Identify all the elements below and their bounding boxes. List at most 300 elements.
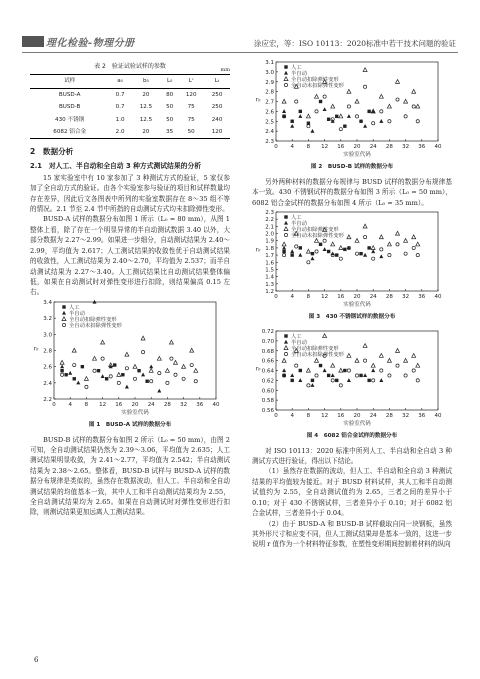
- data-point-manual: [291, 253, 294, 256]
- x-tick-label: 12: [321, 412, 329, 419]
- data-point-auto-undeducted: [284, 83, 287, 86]
- x-tick-label: 8: [84, 401, 89, 408]
- table-cell: 0.7: [115, 91, 125, 98]
- table-header-cell: b₀: [143, 78, 149, 85]
- data-point-auto-deducted: [282, 358, 286, 362]
- data-point-auto-deducted: [315, 239, 319, 243]
- data-point-semi-auto: [284, 71, 288, 75]
- data-point-auto-undeducted: [93, 369, 96, 372]
- table-cell: 35: [166, 129, 174, 136]
- data-point-auto-undeducted: [412, 246, 415, 249]
- legend-label: 半自动: [291, 71, 307, 77]
- data-point-auto-undeducted: [284, 352, 287, 355]
- data-point-auto-undeducted: [355, 252, 358, 255]
- table-cell: 75: [187, 116, 195, 123]
- x-tick-label: 36: [418, 294, 426, 301]
- legend-label: 半自动: [69, 310, 85, 317]
- data-point-manual: [311, 252, 314, 255]
- data-point-manual: [367, 246, 370, 249]
- y-tick-label: 0.68: [261, 348, 274, 355]
- data-point-manual: [319, 364, 322, 367]
- data-point-auto-deducted: [72, 348, 76, 352]
- data-point-auto-undeducted: [182, 377, 185, 380]
- data-point-auto-undeducted: [61, 373, 64, 376]
- data-point-auto-deducted: [412, 353, 416, 357]
- data-point-manual: [359, 120, 362, 123]
- data-point-semi-auto: [298, 114, 302, 118]
- y-tick-label: 1.3: [265, 281, 274, 288]
- data-point-auto-deducted: [62, 317, 66, 321]
- data-point-manual: [284, 334, 287, 337]
- data-point-auto-undeducted: [190, 363, 193, 366]
- data-point-semi-auto: [298, 253, 302, 257]
- data-point-auto-undeducted: [194, 379, 197, 382]
- data-point-auto-undeducted: [364, 359, 367, 362]
- data-point-manual: [299, 110, 302, 113]
- table-cell: 20: [142, 91, 150, 98]
- data-point-auto-undeducted: [396, 243, 399, 246]
- legend-label: 全自动未扣除弹性变形: [291, 83, 344, 89]
- x-tick-label: 4: [290, 294, 294, 301]
- table-cell: 2.0: [115, 129, 125, 136]
- data-point-semi-auto: [284, 221, 288, 225]
- data-point-auto-deducted: [339, 368, 343, 372]
- data-point-auto-deducted: [157, 356, 161, 360]
- data-point-auto-deducted: [306, 249, 310, 253]
- data-point-manual: [367, 110, 370, 113]
- table-row: [30, 126, 230, 139]
- data-point-auto-deducted: [347, 89, 351, 93]
- data-point-auto-deducted: [174, 360, 178, 364]
- data-point-auto-deducted: [133, 364, 137, 368]
- data-point-auto-deducted: [396, 80, 400, 84]
- data-point-semi-auto: [62, 311, 66, 315]
- data-point-auto-deducted: [363, 68, 367, 72]
- y-tick-label: 2.8: [265, 89, 274, 96]
- data-point-auto-undeducted: [117, 381, 120, 384]
- data-point-semi-auto: [347, 378, 351, 382]
- data-point-auto-undeducted: [364, 236, 367, 239]
- x-tick-label: 16: [115, 401, 123, 408]
- table-header-cell: 试样: [64, 78, 76, 85]
- x-tick-label: 16: [337, 294, 345, 301]
- y-tick-label: 2.9: [265, 79, 274, 86]
- data-point-auto-undeducted: [307, 125, 310, 128]
- x-tick-label: 40: [434, 294, 442, 301]
- data-point-auto-deducted: [387, 104, 391, 108]
- legend-label: 全自动扣除弹性变形: [69, 316, 117, 323]
- paragraph: （1）虽然存在数据的波动，但人工、半自动和全自动 3 种测试结果的平均值较为接近。对于 BUSD 材料试样，其人工和半自动测试值约为 2.55，全自动测试值约为 2.65，三者之间的差异小于 0.10；对于 430 不锈钢试样，三者差异小于 0.10；对于 6082 铝合金试样，三者差异小于 0.04。: [252, 467, 452, 518]
- x-tick-label: 36: [196, 401, 204, 408]
- data-point-auto-undeducted: [85, 385, 88, 388]
- y-tick-label: 2.8: [43, 348, 52, 355]
- legend-label: 全自动扣除弹性变形: [291, 227, 339, 234]
- data-point-semi-auto: [310, 257, 314, 261]
- data-point-auto-undeducted: [404, 252, 407, 255]
- x-tick-label: 24: [369, 412, 377, 419]
- figure-caption: 图 3 430 不锈钢试样的数据分布: [308, 314, 396, 321]
- data-point-auto-undeducted: [174, 373, 177, 376]
- data-point-auto-deducted: [284, 227, 288, 231]
- y-axis-label: r₀: [33, 345, 39, 353]
- table-header-cell: Lᶜ: [188, 78, 194, 85]
- y-tick-label: 2.3: [265, 139, 274, 145]
- legend-label: 人工: [291, 215, 302, 222]
- data-point-auto-deducted: [404, 358, 408, 362]
- x-tick-label: 0: [274, 144, 278, 150]
- x-tick-label: 24: [369, 144, 377, 150]
- y-tick-label: 2.7: [265, 99, 274, 106]
- data-point-auto-deducted: [363, 224, 367, 228]
- data-point-auto-deducted: [416, 363, 420, 367]
- data-point-auto-undeducted: [331, 379, 334, 382]
- data-point-semi-auto: [323, 107, 327, 111]
- figure-caption: 图 2 BUSD-B 试样的数据分布: [310, 164, 394, 171]
- data-point-auto-undeducted: [133, 377, 136, 380]
- figure-2: [252, 58, 452, 173]
- table-cell: BUSD-B: [58, 104, 81, 111]
- legend-label: 全自动未扣除弹性变形: [291, 351, 344, 358]
- y-tick-label: 0.70: [261, 338, 274, 345]
- table-row: [30, 114, 230, 126]
- x-tick-label: 28: [163, 401, 171, 408]
- data-point-manual: [343, 248, 346, 251]
- data-point-manual: [367, 379, 370, 382]
- x-tick-label: 36: [418, 412, 426, 419]
- journal-logo-text: 理化检验-物理分册: [46, 38, 135, 49]
- x-tick-label: 20: [353, 412, 361, 419]
- x-tick-label: 28: [385, 144, 393, 150]
- table-cell: 50: [187, 129, 195, 136]
- data-point-semi-auto: [310, 383, 314, 387]
- table-cell: 430 不锈钢: [55, 116, 85, 123]
- data-point-auto-deducted: [396, 231, 400, 235]
- chart-busd-a: [30, 298, 230, 416]
- data-point-auto-deducted: [404, 99, 408, 103]
- data-point-auto-undeducted: [109, 374, 112, 377]
- data-point-auto-undeducted: [170, 357, 173, 360]
- y-axis-label: r₀: [255, 96, 261, 104]
- data-point-manual: [64, 373, 67, 376]
- data-point-semi-auto: [290, 249, 294, 253]
- chart-busd-b: [252, 58, 452, 158]
- y-tick-label: 2.3: [265, 210, 274, 217]
- data-point-auto-deducted: [379, 235, 383, 239]
- data-point-auto-undeducted: [355, 115, 358, 118]
- running-title: 涂应宏，等：ISO 10113：2020标准中若干技术问题的验证: [253, 39, 456, 48]
- header-rule: [22, 52, 458, 53]
- y-tick-label: 3.1: [265, 60, 274, 66]
- x-tick-label: 12: [321, 144, 329, 150]
- data-point-auto-undeducted: [396, 364, 399, 367]
- data-point-auto-deducted: [339, 114, 343, 118]
- data-point-auto-deducted: [363, 343, 367, 347]
- y-tick-label: 2.0: [265, 231, 274, 238]
- data-point-auto-deducted: [331, 363, 335, 367]
- data-point-auto-deducted: [117, 372, 121, 376]
- data-point-manual: [343, 369, 346, 372]
- page-number: 6: [34, 656, 39, 664]
- data-point-auto-deducted: [149, 368, 153, 372]
- data-point-auto-undeducted: [388, 374, 391, 377]
- data-point-auto-undeducted: [347, 369, 350, 372]
- paragraph: BUSD-A 试样的数据分布如图 1 所示（L₀ = 80 mm），从图 1 整体上看，除了存在一个明显异常的半自动测试数据 3.40 以外，大部分数据为 2.27～2.99。如果进一步细分，自动测试结果为 2.40～2.99，平均值为 2.617；人工测试结果的收敛性优于自动测试结果的收敛性，人工测试结果为 2.40～2.70，平均值为 2.537；而半自动测试结果为 2.27～3.40。人工测试结果比自动测试结果整体偏低，如果在自动测试时对弹性变形进行扣除，则结果偏高 0.15 左右。: [30, 215, 230, 297]
- table-cell: 0.7: [115, 104, 125, 111]
- y-tick-label: 1.4: [265, 274, 274, 281]
- data-point-manual: [121, 373, 124, 376]
- y-tick-label: 3.4: [43, 299, 52, 306]
- data-point-semi-auto: [125, 384, 129, 388]
- data-point-auto-deducted: [355, 99, 359, 103]
- x-tick-label: 40: [434, 144, 442, 150]
- data-point-auto-undeducted: [323, 239, 326, 242]
- data-point-manual: [62, 305, 65, 308]
- legend-label: 半自动: [291, 221, 307, 228]
- paragraph: 对 ISO 10113：2020 标准中所列人工、半自动和全自动 3 种测试方式进行验证，得出以下结论。: [252, 446, 452, 466]
- data-point-auto-undeducted: [380, 369, 383, 372]
- data-point-semi-auto: [76, 380, 80, 384]
- data-point-manual: [291, 379, 294, 382]
- y-tick-label: 2.1: [265, 224, 274, 231]
- data-point-auto-deducted: [315, 94, 319, 98]
- x-axis-label: 实验室代码: [343, 302, 371, 309]
- x-tick-label: 16: [337, 144, 345, 150]
- data-point-manual: [327, 374, 330, 377]
- data-point-auto-undeducted: [73, 363, 76, 366]
- data-point-auto-deducted: [379, 353, 383, 357]
- data-point-auto-undeducted: [372, 257, 375, 260]
- data-point-auto-undeducted: [158, 371, 161, 374]
- table-header-cell: L₀: [166, 78, 173, 85]
- data-point-auto-deducted: [387, 358, 391, 362]
- y-tick-label: 1.8: [265, 245, 274, 252]
- data-point-semi-auto: [363, 253, 367, 257]
- data-point-semi-auto: [379, 378, 383, 382]
- y-tick-label: 2.5: [265, 119, 274, 126]
- data-point-auto-deducted: [347, 353, 351, 357]
- table-header-cell: Lₜ: [214, 78, 220, 85]
- subsection-title: 2.1 对人工、半自动和全自动 3 种方式测试结果的分析: [30, 161, 202, 170]
- data-point-auto-undeducted: [396, 98, 399, 101]
- data-point-auto-undeducted: [388, 120, 391, 123]
- data-point-auto-undeducted: [372, 379, 375, 382]
- figure-3: [252, 208, 452, 323]
- data-point-auto-undeducted: [62, 323, 65, 326]
- data-point-manual: [97, 369, 100, 372]
- data-point-semi-auto: [371, 249, 375, 253]
- data-point-semi-auto: [379, 119, 383, 123]
- data-point-auto-deducted: [339, 246, 343, 250]
- data-point-auto-undeducted: [295, 364, 298, 367]
- y-tick-label: 1.2: [265, 289, 274, 296]
- journal-logo: [22, 34, 142, 48]
- data-point-auto-undeducted: [404, 374, 407, 377]
- legend-label: 全自动扣除弹性变形: [291, 77, 339, 83]
- x-tick-label: 40: [212, 401, 220, 408]
- data-point-auto-deducted: [412, 89, 416, 93]
- data-point-semi-auto: [363, 124, 367, 128]
- data-point-auto-undeducted: [416, 254, 419, 257]
- y-tick-label: 2.4: [43, 380, 52, 387]
- data-point-auto-undeducted: [307, 384, 310, 387]
- data-point-manual: [335, 379, 338, 382]
- data-point-auto-deducted: [141, 336, 145, 340]
- y-tick-label: 0.62: [261, 378, 274, 385]
- y-tick-label: 2.6: [43, 364, 52, 371]
- data-point-manual: [299, 246, 302, 249]
- x-axis-label: 实验室代码: [343, 152, 371, 158]
- y-tick-label: 3.2: [43, 315, 52, 322]
- x-tick-label: 12: [321, 294, 329, 301]
- data-point-auto-undeducted: [101, 357, 104, 360]
- legend-label: 人工: [69, 304, 80, 311]
- data-point-auto-deducted: [84, 376, 88, 380]
- data-point-auto-deducted: [416, 242, 420, 246]
- table-cell: 50: [166, 104, 174, 111]
- data-point-auto-deducted: [169, 340, 173, 344]
- table-cell: 12.5: [139, 116, 153, 123]
- data-point-manual: [291, 120, 294, 123]
- section-title: 2 数据分析: [30, 147, 74, 157]
- legend-label: 全自动未扣除弹性变形: [69, 322, 122, 329]
- data-point-semi-auto: [331, 373, 335, 377]
- table-row: [30, 88, 230, 101]
- paragraph: 15 家实验室中有 10 家参加了 3 种测试方式的验证，5 家仅参加了全自动方式的验证。由各个实验室参与验证的项目和试样数量均存在差异，因此后文各图表中所列的实验室数据存在 8～35 组不等的情况。2.1 节至 2.4 节中所指的自动测试方式均未扣除弹性变形。: [30, 173, 230, 214]
- x-tick-label: 8: [306, 294, 311, 301]
- data-point-auto-deducted: [355, 358, 359, 362]
- data-point-manual: [284, 65, 287, 68]
- x-tick-label: 16: [337, 412, 345, 419]
- paragraph: 另外两种材料的数据分布规律与 BUSD 试样的数据分布规律基本一致。430 不锈钢试样的数据分布如图 3 所示（L₀ = 50 mm），6082 铝合金试样的数据分布如图 4 所示（L₀ = 35 mm）。: [252, 177, 452, 207]
- table-header-cell: a₀: [117, 78, 123, 85]
- table-cell: 250: [211, 104, 223, 111]
- x-tick-label: 32: [180, 401, 188, 408]
- data-point-semi-auto: [371, 368, 375, 372]
- table-cell: 120: [185, 91, 197, 98]
- x-tick-label: 0: [274, 412, 278, 419]
- data-point-manual: [145, 379, 148, 382]
- data-point-auto-deducted: [306, 114, 310, 118]
- y-tick-label: 3.0: [265, 69, 274, 76]
- table-cell: 6082 铝合金: [53, 129, 87, 136]
- data-point-auto-undeducted: [364, 85, 367, 88]
- table-cell: 20: [142, 129, 150, 136]
- data-point-auto-undeducted: [283, 254, 286, 257]
- left-column: [30, 58, 230, 518]
- data-point-auto-deducted: [315, 358, 319, 362]
- data-point-semi-auto: [282, 109, 286, 113]
- y-tick-label: 1.5: [265, 267, 274, 274]
- data-point-semi-auto: [284, 340, 288, 344]
- x-tick-label: 28: [385, 412, 393, 419]
- data-point-auto-undeducted: [416, 120, 419, 123]
- data-point-auto-undeducted: [347, 105, 350, 108]
- data-point-manual: [113, 363, 116, 366]
- data-point-auto-undeducted: [339, 128, 342, 131]
- y-tick-label: 0.64: [261, 368, 274, 375]
- data-point-auto-undeducted: [284, 233, 287, 236]
- data-point-semi-auto: [290, 373, 294, 377]
- data-point-semi-auto: [68, 371, 72, 375]
- x-tick-label: 0: [52, 401, 56, 408]
- data-point-manual: [359, 374, 362, 377]
- data-point-auto-undeducted: [315, 374, 318, 377]
- y-tick-label: 1.6: [265, 260, 274, 267]
- data-point-auto-deducted: [282, 242, 286, 246]
- x-tick-label: 0: [274, 294, 278, 301]
- data-point-manual: [327, 118, 330, 121]
- data-point-semi-auto: [282, 246, 286, 250]
- data-point-auto-undeducted: [404, 115, 407, 118]
- figure-caption: 图 4 6082 铝合金试样的数据分布: [306, 433, 398, 440]
- data-point-manual: [299, 369, 302, 372]
- x-tick-label: 40: [434, 412, 442, 419]
- table-cell: 80: [166, 91, 174, 98]
- data-point-manual: [327, 250, 330, 253]
- y-tick-label: 0.72: [261, 328, 274, 335]
- data-point-auto-undeducted: [380, 248, 383, 251]
- data-point-semi-auto: [363, 373, 367, 377]
- data-point-auto-deducted: [416, 104, 420, 108]
- table2-caption: 表 2 验证试验试样的参数: [94, 63, 166, 70]
- table-cell: 12.5: [139, 104, 153, 111]
- data-point-auto-undeducted: [412, 105, 415, 108]
- table-cell: 120: [211, 129, 223, 136]
- data-point-auto-undeducted: [388, 254, 391, 257]
- y-tick-label: 2.6: [265, 109, 274, 116]
- data-point-auto-deducted: [371, 363, 375, 367]
- data-point-semi-auto: [282, 368, 286, 372]
- data-point-semi-auto: [379, 254, 383, 258]
- chart-430-stainless: [252, 208, 452, 308]
- data-point-auto-deducted: [284, 346, 288, 350]
- data-point-auto-deducted: [125, 352, 129, 356]
- x-tick-label: 4: [68, 401, 72, 408]
- data-point-semi-auto: [347, 114, 351, 118]
- data-point-auto-undeducted: [339, 257, 342, 260]
- data-point-manual: [60, 369, 63, 372]
- data-point-manual: [335, 115, 338, 118]
- data-point-manual: [137, 369, 140, 372]
- data-point-manual: [319, 100, 322, 103]
- x-tick-label: 28: [385, 294, 393, 301]
- table-cell: 250: [211, 91, 223, 98]
- data-point-auto-deducted: [306, 368, 310, 372]
- x-tick-label: 24: [147, 401, 155, 408]
- data-point-auto-deducted: [182, 364, 186, 368]
- data-point-manual: [311, 379, 314, 382]
- data-point-auto-deducted: [101, 340, 105, 344]
- legend-label: 全自动扣除弹性变形: [291, 345, 339, 352]
- data-point-auto-deducted: [404, 239, 408, 243]
- data-point-manual: [319, 243, 322, 246]
- legend-label: 全自动未扣除弹性变形: [291, 233, 344, 240]
- data-point-auto-undeducted: [315, 110, 318, 113]
- y-tick-label: 1.7: [265, 253, 274, 260]
- data-point-auto-deducted: [284, 77, 288, 81]
- data-point-auto-deducted: [412, 235, 416, 239]
- x-tick-label: 8: [306, 412, 311, 419]
- table-header-row: [30, 75, 230, 88]
- data-point-auto-undeducted: [380, 110, 383, 113]
- data-point-manual: [73, 377, 76, 380]
- y-tick-label: 2.2: [265, 217, 274, 224]
- right-column: [252, 58, 452, 550]
- x-axis-label: 实验室代码: [121, 409, 149, 416]
- paragraph: BUSD-B 试样的数据分布如图 2 所示（L₀ = 50 mm），由图 2 可知，全自动测试结果仍然为 2.39～3.06，平均值为 2.635；人工测试结果明显收敛，为 2.41～2.77，平均值为 2.542；半自动测试结果为 2.38～2.65。整体看，BUSD-B 试样与 BUSD-A 试样的数据分布规律是类似的，虽然存在数据波动，但人工、半自动和全自动测试结果的均值基本一致，其中人工和半自动测试结果均为 2.55，全自动测试结果均为 2.65。如果在自动测试时对弹性变形进行扣除，则测试结果更加远离人工测试结果。: [30, 435, 230, 517]
- data-point-auto-undeducted: [416, 379, 419, 382]
- data-point-semi-auto: [323, 247, 327, 251]
